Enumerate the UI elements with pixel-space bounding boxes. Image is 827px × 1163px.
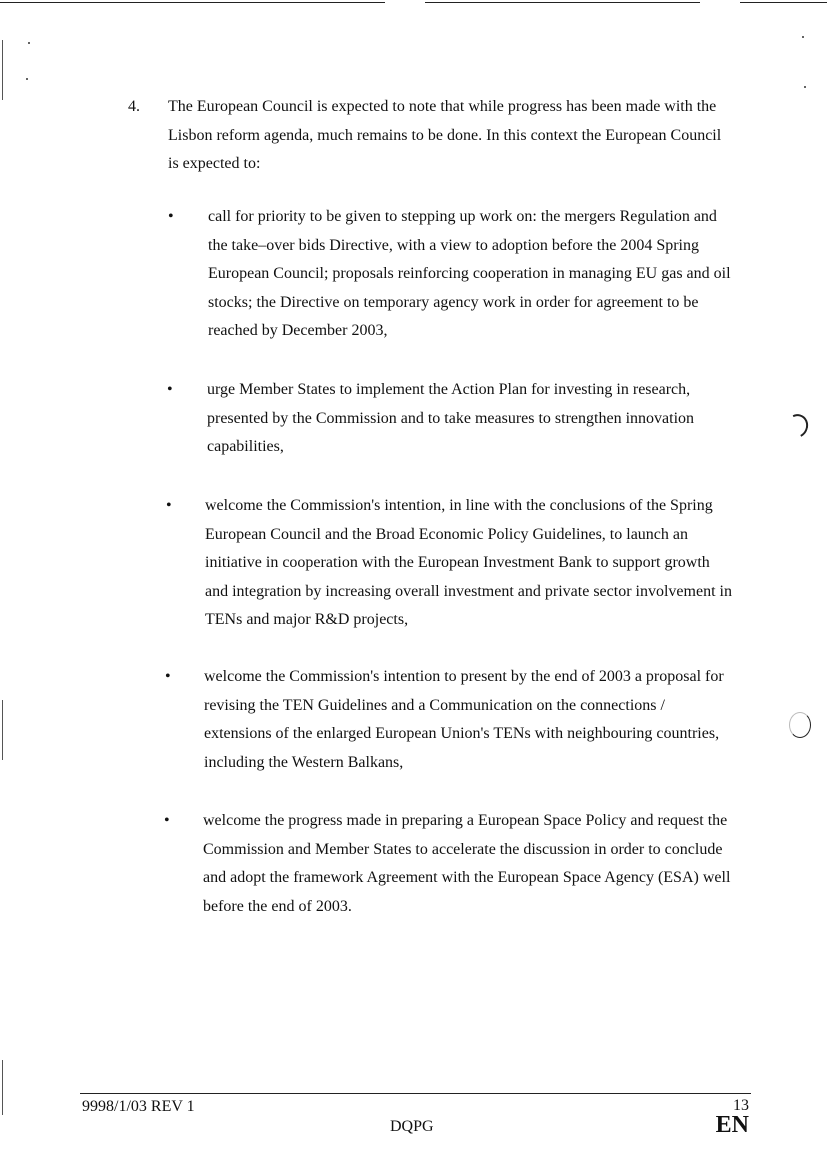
bullet-line: TENs and major R&D projects,	[205, 611, 409, 628]
bullet-line: the take–over bids Directive, with a view to adoption before the 2004 Spring	[208, 236, 699, 254]
bullet-line: urge Member States to implement the Action Plan for investing in research,	[207, 381, 691, 398]
punch-hole-mark	[789, 712, 811, 738]
bullet-line: welcome the Commission's intention, in line with the conclusions of the Spring	[205, 497, 713, 514]
paragraph-intro	[168, 93, 758, 179]
paragraph-number: 4.	[128, 98, 140, 115]
bullet-marker: •	[168, 208, 174, 225]
bullet-line: call for priority to be given to stepping up work on: the mergers Regulation and	[208, 208, 717, 225]
scan-top-line	[740, 2, 827, 3]
page-number: 13	[733, 1097, 749, 1114]
bullet-line: including the Western Balkans,	[204, 753, 404, 771]
bullet-line: Commission and Member States to accelerate the discussion in order to conclude	[203, 840, 723, 858]
bullet-line: and adopt the framework Agreement with the European Space Agency (ESA) well	[203, 869, 731, 886]
bullet-line: reached by December 2003,	[208, 322, 388, 339]
bullet-line: capabilities,	[207, 438, 284, 455]
scan-left-edge	[2, 1060, 3, 1115]
language-code: EN	[715, 1112, 749, 1138]
scan-left-edge	[2, 40, 3, 100]
scan-left-edge	[2, 700, 3, 760]
bullet-item	[203, 807, 778, 921]
bullet-line: European Council; proposals reinforcing cooperation in managing EU gas and oil	[208, 265, 731, 282]
bullet-line: before the end of 2003.	[203, 897, 352, 915]
unit-code: DQPG	[390, 1118, 434, 1135]
punch-hole-mark	[783, 411, 812, 441]
scan-top-line	[0, 2, 385, 3]
paragraph-line: Lisbon reform agenda, much remains to be done. In this context the European Council	[168, 126, 722, 144]
bullet-line: stocks; the Directive on temporary agency work in order for agreement to be	[208, 293, 699, 311]
bullet-item	[207, 376, 767, 462]
bullet-marker: •	[167, 381, 173, 398]
bullet-item	[208, 203, 768, 346]
paragraph-line: is expected to:	[168, 155, 261, 172]
footer-rule	[80, 1093, 751, 1094]
bullet-line: presented by the Commission and to take measures to strengthen innovation	[207, 409, 695, 427]
bullet-item	[204, 663, 774, 777]
scan-speck	[802, 36, 804, 38]
scan-speck	[28, 42, 30, 44]
bullet-line: welcome the Commission's intention to present by the end of 2003 a proposal for	[204, 668, 724, 685]
scan-speck	[26, 78, 28, 80]
bullet-marker: •	[166, 497, 172, 514]
bullet-line: revising the TEN Guidelines and a Communication on the connections /	[204, 696, 665, 714]
bullet-line: welcome the progress made in preparing a European Space Policy and request the	[203, 812, 728, 829]
bullet-line: and integration by increasing overall investment and private sector involvement in	[205, 582, 732, 600]
bullet-line: initiative in cooperation with the European Investment Bank to support growth	[205, 554, 710, 571]
bullet-line: European Council and the Broad Economic Policy Guidelines, to launch an	[205, 525, 688, 543]
bullet-item	[205, 492, 775, 635]
scan-top-line	[425, 2, 700, 3]
paragraph-line: The European Council is expected to note that while progress has been made with the	[168, 98, 717, 115]
document-reference: 9998/1/03 REV 1	[82, 1098, 195, 1115]
scan-speck	[804, 86, 806, 88]
bullet-line: extensions of the enlarged European Union's TENs with neighbouring countries,	[204, 725, 720, 742]
bullet-marker: •	[164, 812, 170, 829]
bullet-marker: •	[165, 668, 171, 685]
